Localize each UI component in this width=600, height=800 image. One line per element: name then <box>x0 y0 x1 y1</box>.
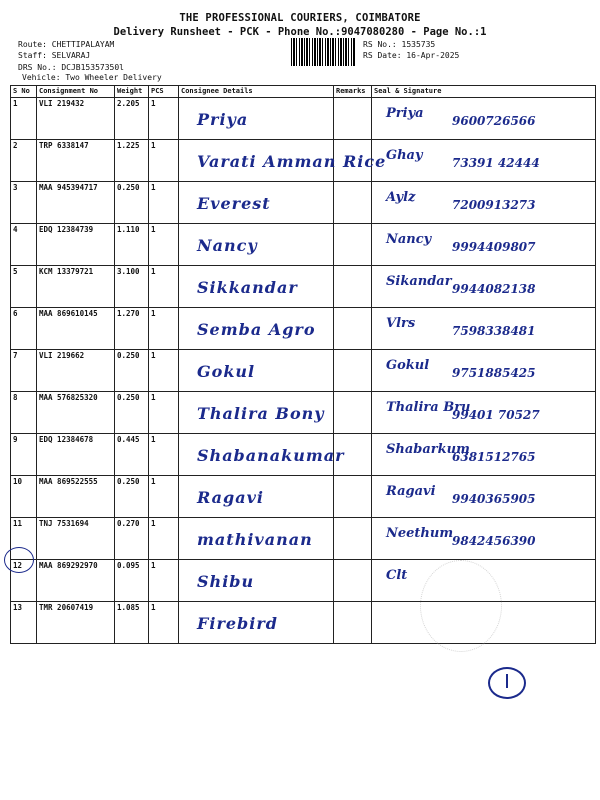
pcs-cell: 1 <box>149 434 179 476</box>
weight-cell: 0.250 <box>115 350 149 392</box>
consignment-cell: EDQ 12384739 <box>37 224 115 266</box>
remarks-cell <box>334 602 372 644</box>
signature-cell <box>372 350 596 392</box>
pcs-cell: 1 <box>149 308 179 350</box>
document-subtitle: Delivery Runsheet - PCK - Phone No.:9047080280 - Page No.:1 <box>113 26 487 38</box>
consignee-cell <box>179 476 334 518</box>
signature: Ragavi <box>386 484 436 499</box>
consignee-cell <box>179 518 334 560</box>
signature-cell <box>372 308 596 350</box>
signature-cell <box>372 98 596 140</box>
sno-cell: 11 <box>11 518 37 560</box>
col-header-weight: Weight <box>115 86 149 98</box>
signature-cell <box>372 266 596 308</box>
pcs-cell: 1 <box>149 182 179 224</box>
consignee-name: Sikkandar <box>197 278 298 297</box>
drs-number: DRS No.: DCJB15357350l <box>18 63 124 72</box>
consignee-name: Priya <box>197 110 249 129</box>
phone-number: 9994409807 <box>452 240 536 254</box>
phone-number: 6381512765 <box>452 450 536 464</box>
weight-cell: 3.100 <box>115 266 149 308</box>
col-header-signature: Seal & Signature <box>372 86 596 98</box>
sno-cell: 4 <box>11 224 37 266</box>
col-header-remarks: Remarks <box>334 86 372 98</box>
remarks-cell <box>334 518 372 560</box>
consignment-cell: TMR 20607419 <box>37 602 115 644</box>
remarks-cell <box>334 560 372 602</box>
pcs-cell: 1 <box>149 476 179 518</box>
pcs-cell: 1 <box>149 602 179 644</box>
consignment-cell: TRP 6338147 <box>37 140 115 182</box>
pcs-cell: 1 <box>149 224 179 266</box>
sno-cell: 8 <box>11 392 37 434</box>
sno-cell: 1 <box>11 98 37 140</box>
consignee-name: Firebird <box>197 614 278 633</box>
consignee-cell <box>179 308 334 350</box>
remarks-cell <box>334 224 372 266</box>
consignee-cell <box>179 602 334 644</box>
consignment-cell: MAA 869610145 <box>37 308 115 350</box>
phone-number: 73391 42444 <box>452 156 540 170</box>
consignee-cell <box>179 182 334 224</box>
stamp-mark <box>420 560 502 652</box>
weight-cell: 0.250 <box>115 182 149 224</box>
signature-cell <box>372 182 596 224</box>
pcs-cell: 1 <box>149 350 179 392</box>
pcs-cell: 1 <box>149 560 179 602</box>
consignee-cell <box>179 434 345 476</box>
consignment-cell: EDQ 12384678 <box>37 434 115 476</box>
consignment-cell: VLI 219432 <box>37 98 115 140</box>
remarks-cell <box>334 182 372 224</box>
sno-cell: 6 <box>11 308 37 350</box>
signature: Ghay <box>386 148 423 163</box>
col-header-consignment: Consignment No <box>37 86 115 98</box>
rs-number: RS No.: 1535735 <box>363 40 436 49</box>
consignee-name: Nancy <box>197 236 258 255</box>
remarks-cell <box>334 392 372 434</box>
table-row <box>11 182 596 224</box>
weight-cell: 1.270 <box>115 308 149 350</box>
signature: Priya <box>386 106 424 121</box>
signature: Aylz <box>386 190 416 205</box>
signature: Shabarkum <box>386 442 470 457</box>
consignee-cell <box>179 350 334 392</box>
signature: Thalira Bru <box>386 400 471 415</box>
sno-cell: 7 <box>11 350 37 392</box>
table-row <box>11 602 596 644</box>
sno-cell: 9 <box>11 434 37 476</box>
consignment-cell: MAA 869522555 <box>37 476 115 518</box>
signature: Clt <box>386 568 408 583</box>
table-row <box>11 434 596 476</box>
pcs-cell: 1 <box>149 140 179 182</box>
phone-number: 7598338481 <box>452 324 536 338</box>
col-header-pcs: PCS <box>149 86 179 98</box>
table-row <box>11 518 596 560</box>
runsheet-table <box>10 85 596 644</box>
rs-date: RS Date: 16-Apr-2025 <box>363 51 460 60</box>
consignment-cell: VLI 219662 <box>37 350 115 392</box>
consignee-name: Shabanakumar <box>197 446 345 465</box>
remarks-cell <box>334 266 372 308</box>
phone-number: 7200913273 <box>452 198 536 212</box>
table-row <box>11 224 596 266</box>
staff: Staff: SELVARAJ <box>18 51 91 60</box>
phone-number: 9940365905 <box>452 492 536 506</box>
phone-number: 99401 70527 <box>452 408 540 422</box>
barcode <box>291 38 355 66</box>
weight-cell: 0.445 <box>115 434 149 476</box>
signature-cell <box>372 518 596 560</box>
table-row <box>11 98 596 140</box>
consignee-cell <box>179 140 387 182</box>
signature-cell <box>372 224 596 266</box>
signature-cell <box>372 140 596 182</box>
remarks-cell <box>334 308 372 350</box>
signature-cell <box>372 476 596 518</box>
signature: Gokul <box>386 358 430 373</box>
signature-cell <box>372 434 596 476</box>
vehicle: Vehicle: Two Wheeler Delivery <box>22 73 162 82</box>
consignment-cell: MAA 869292970 <box>37 560 115 602</box>
consignee-name: Gokul <box>197 362 256 381</box>
table-row <box>11 350 596 392</box>
col-header-consignee: Consignee Details <box>179 86 334 98</box>
consignee-name: mathivanan <box>197 530 313 549</box>
document-title: THE PROFESSIONAL COURIERS, COIMBATORE <box>179 12 421 24</box>
phone-number: 9751885425 <box>452 366 536 380</box>
sno-cell: 13 <box>11 602 37 644</box>
consignment-cell: KCM 13379721 <box>37 266 115 308</box>
consignment-cell: MAA 945394717 <box>37 182 115 224</box>
weight-cell: 1.110 <box>115 224 149 266</box>
consignee-cell <box>179 98 334 140</box>
table-row <box>11 476 596 518</box>
handwritten-circle-12 <box>4 547 34 573</box>
weight-cell: 0.270 <box>115 518 149 560</box>
remarks-cell <box>334 476 372 518</box>
pcs-cell: 1 <box>149 392 179 434</box>
table-header-row <box>11 86 596 98</box>
handwritten-circle-mark <box>488 667 526 699</box>
signature: Sikandar <box>386 274 452 289</box>
consignee-name: Thalira Bony <box>197 404 325 423</box>
remarks-cell <box>334 98 372 140</box>
consignee-name: Shibu <box>197 572 255 591</box>
table-row <box>11 560 596 602</box>
pcs-cell: 1 <box>149 266 179 308</box>
consignee-cell <box>179 392 334 434</box>
consignee-cell <box>179 560 334 602</box>
consignment-cell: MAA 576825320 <box>37 392 115 434</box>
table-row <box>11 266 596 308</box>
table-row <box>11 140 596 182</box>
consignee-name: Ragavi <box>197 488 264 507</box>
weight-cell: 1.225 <box>115 140 149 182</box>
sno-cell: 3 <box>11 182 37 224</box>
consignment-cell: TNJ 7531694 <box>37 518 115 560</box>
table-row <box>11 308 596 350</box>
sno-cell: 10 <box>11 476 37 518</box>
table-row <box>11 392 596 434</box>
consignee-cell <box>179 224 334 266</box>
route: Route: CHETTIPALAYAM <box>18 40 115 49</box>
weight-cell: 0.250 <box>115 392 149 434</box>
phone-number: 9944082138 <box>452 282 536 296</box>
pcs-cell: 1 <box>149 518 179 560</box>
weight-cell: 0.250 <box>115 476 149 518</box>
signature: Nancy <box>386 232 432 247</box>
phone-number: 9600726566 <box>452 114 536 128</box>
weight-cell: 2.205 <box>115 98 149 140</box>
col-header-sno: S No <box>11 86 37 98</box>
sno-cell: 12 <box>11 560 37 602</box>
remarks-cell <box>334 350 372 392</box>
sno-cell: 5 <box>11 266 37 308</box>
sno-cell: 2 <box>11 140 37 182</box>
consignee-name: Semba Agro <box>197 320 316 339</box>
weight-cell: 0.095 <box>115 560 149 602</box>
phone-number: 9842456390 <box>452 534 536 548</box>
signature: Vlrs <box>386 316 416 331</box>
pcs-cell: 1 <box>149 98 179 140</box>
consignee-name: Varati Amman Rice <box>197 152 387 171</box>
signature-cell <box>372 392 596 434</box>
weight-cell: 1.085 <box>115 602 149 644</box>
consignee-cell <box>179 266 334 308</box>
signature: Neethum <box>386 526 454 541</box>
consignee-name: Everest <box>197 194 271 213</box>
